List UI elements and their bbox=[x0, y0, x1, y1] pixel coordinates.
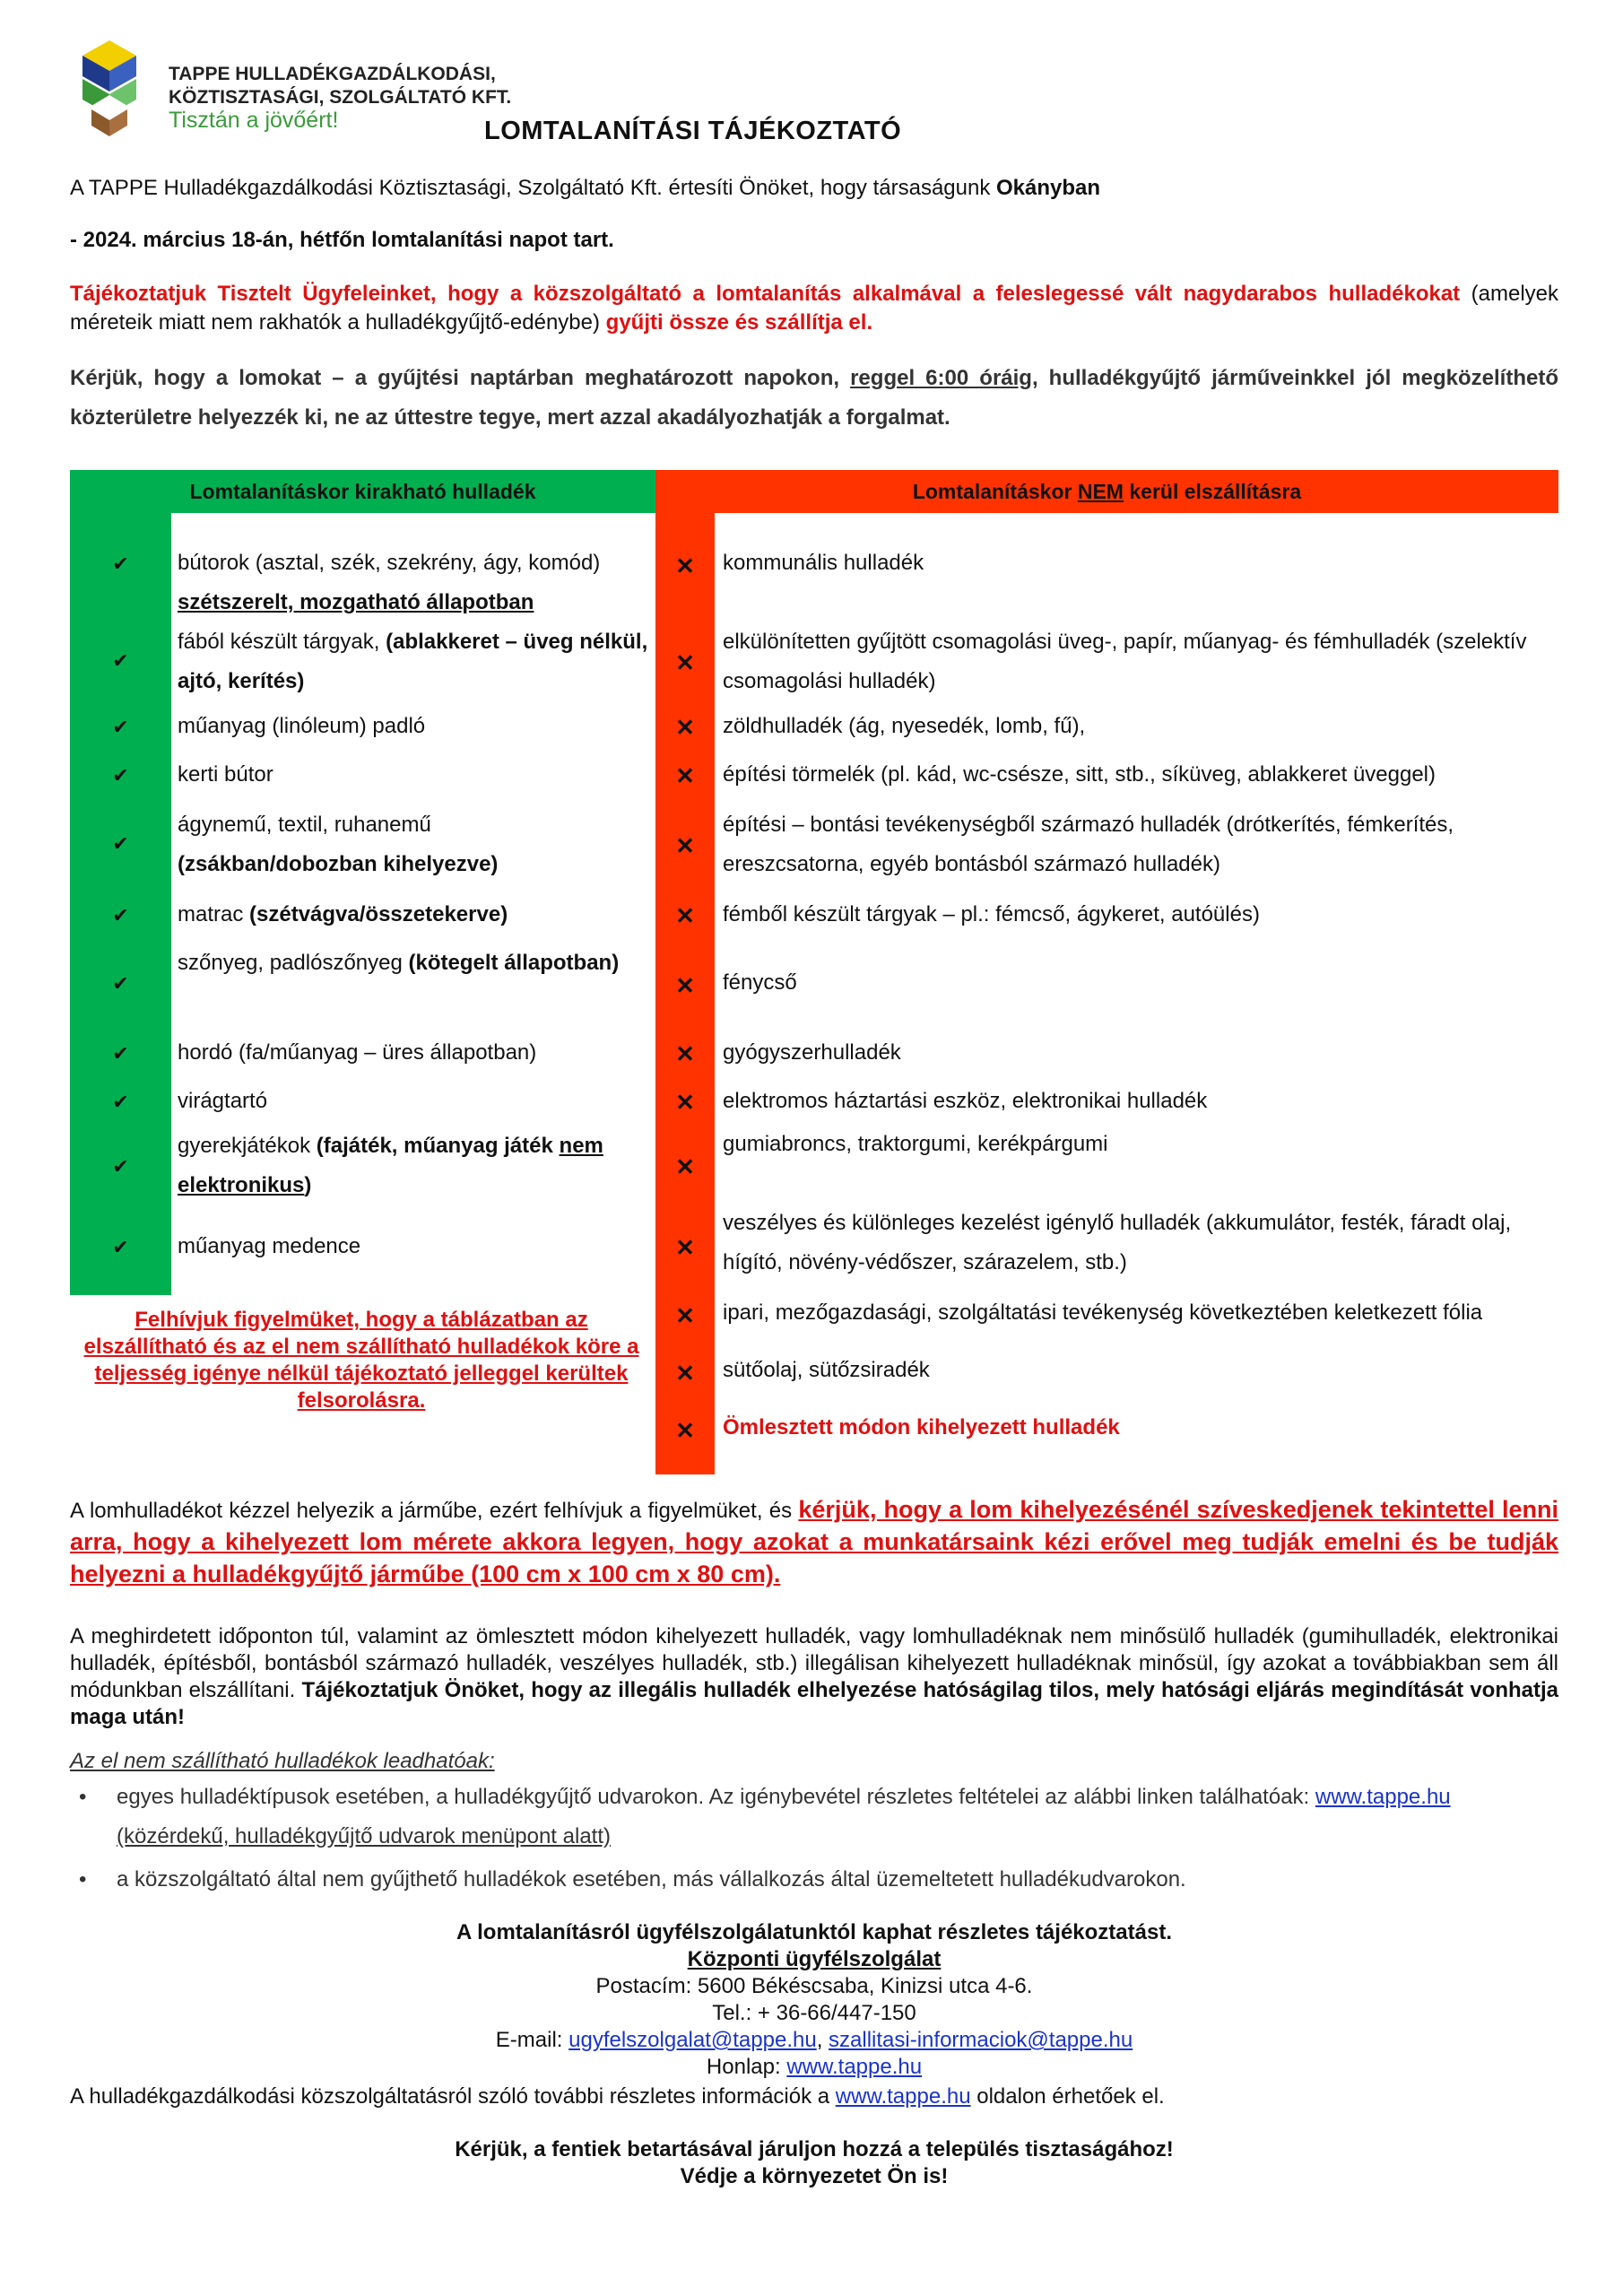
allowed-item: matrac (szétvágva/összetekerve) bbox=[178, 902, 508, 926]
intro-paragraph-2: Tájékoztatjuk Tisztelt Ügyfeleinket, hogy a közszolgáltató a lomtalanítás alkalmával a feleslegessé vált nagydarabos hulladékokat (amelyek méreteik miatt nem rakhatók a hulladékgyűjtő-edénybe) gyűjti össze és szállítja el. bbox=[70, 282, 1559, 335]
illegal-dumping-notice: A meghirdetett időponton túl, valamint az ömlesztett módon kihelyezett hulladék, vagy lomhulladéknak nem minősülő hulladék (gumihulladék, elektronikai hulladék, építésből, bontásból származó hulladék, veszélyes hulladék, stb.) illegálisan kihelyezett hulladéknak minősül, így azokat a továbbiakban sem áll módunkban elszállítani. Tájékoztatjuk Önöket, hogy az illegális hulladék elhelyezése hatóságilag tilos, mely hatósági eljárás megindítását vonhatja maga után! bbox=[70, 1624, 1559, 1729]
tappe-link[interactable]: www.tappe.hu bbox=[1315, 1785, 1451, 1809]
email-line: E-mail: ugyfelszolgalat@tappe.hu, szallitasi-informaciok@tappe.hu bbox=[495, 2028, 1133, 2052]
not-allowed-item: építési – bontási tevékenységből származó hulladék (drótkerítés, fémkerítés, ereszcsatorna, egyéb bontásból származó hulladék) bbox=[723, 813, 1454, 876]
allowed-item: fából készült tárgyak, (ablakkeret – üveg nélkül, ajtó, kerítés) bbox=[178, 630, 648, 693]
intro-line1: A TAPPE Hulladékgazdálkodási Köztisztasági, Szolgáltató Kft. értesíti Önöket, hogy társaságunk Okányban bbox=[70, 176, 1101, 200]
not-allowed-item: kommunális hulladék bbox=[723, 551, 924, 575]
not-allowed-item: elektromos háztartási eszköz, elektronikai hulladék bbox=[723, 1089, 1208, 1113]
check-icon: ✔ bbox=[112, 1042, 129, 1065]
slogan: Tisztán a jövőért! bbox=[169, 108, 339, 133]
cross-icon: ✕ bbox=[675, 1089, 695, 1116]
allowed-item: műanyag medence bbox=[178, 1234, 361, 1258]
office-name: Központi ügyfélszolgálat bbox=[687, 1947, 942, 1971]
check-icon: ✔ bbox=[112, 1091, 129, 1113]
allowed-item: gyerekjátékok (fajáték, műanyag játék nem elektronikus) bbox=[178, 1134, 603, 1197]
cross-icon: ✕ bbox=[675, 832, 695, 859]
check-icon: ✔ bbox=[112, 1236, 129, 1258]
dropoff-heading: Az el nem szállítható hulladékok leadhatóak: bbox=[70, 1749, 495, 1773]
cross-icon: ✕ bbox=[675, 972, 695, 999]
list-item: • egyes hulladéktípusok esetében, a hulladékgyűjtő udvarokon. Az igénybevétel részletes feltételei az alábbi linken találhatóak: www.tappe.hu (közérdekű, hulladékgyűjtő udvarok menüpont alatt) bbox=[70, 1778, 1558, 1857]
cross-icon: ✕ bbox=[675, 1360, 695, 1387]
cross-icon: ✕ bbox=[675, 1040, 695, 1067]
tappe-logo bbox=[65, 36, 154, 144]
page-title: LOMTALANÍTÁSI TÁJÉKOZTATÓ bbox=[484, 117, 902, 145]
not-allowed-item: gyógyszerhulladék bbox=[723, 1040, 901, 1065]
check-icon: ✔ bbox=[112, 764, 129, 787]
allowed-item: szőnyeg, padlószőnyeg (kötegelt állapotban) bbox=[178, 951, 620, 975]
postal-address: Postacím: 5600 Békéscsaba, Kinizsi utca 4-6. bbox=[595, 1974, 1033, 1998]
allowed-header: Lomtalanításkor kirakható hulladék bbox=[70, 470, 655, 513]
allowed-item: bútorok (asztal, szék, szekrény, ágy, komód) szétszerelt, mozgatható állapotban bbox=[178, 551, 601, 614]
intro-paragraph-3: Kérjük, hogy a lomokat – a gyűjtési naptárban meghatározott napokon, reggel 6:00 óráig, hulladékgyűjtő járműveinkkel jól megközelíthető közterületre helyezzék ki, ne az úttestre tegye, mert azzal akadályozhatják a forgalmat. bbox=[70, 366, 1558, 430]
cross-icon: ✕ bbox=[675, 902, 695, 929]
not-allowed-item: elkülönítetten gyűjtött csomagolási üveg-, papír, műanyag- és fémhulladék (szelektív csomagolási hulladék) bbox=[723, 630, 1527, 693]
dropoff-list bbox=[70, 1778, 1558, 1900]
check-icon: ✔ bbox=[112, 649, 129, 672]
phone: Tel.: + 36-66/447-150 bbox=[712, 2001, 916, 2025]
cross-icon: ✕ bbox=[675, 649, 695, 676]
contact-block bbox=[70, 1919, 1558, 2081]
allowed-item: műanyag (linóleum) padló bbox=[178, 714, 426, 738]
not-allowed-item: fémből készült tárgyak – pl.: fémcső, ágykeret, autóülés) bbox=[723, 902, 1260, 926]
company-name: TAPPE HULLADÉKGAZDÁLKODÁSI, KÖZTISZTASÁGI, SZOLGÁLTATÓ KFT. bbox=[169, 64, 512, 108]
list-item: • a közszolgáltató által nem gyűjthető hulladékok esetében, más vállalkozás által üzemeltetett hulladékudvarokon. bbox=[70, 1860, 1558, 1900]
website-line: Honlap: www.tappe.hu bbox=[706, 2055, 923, 2079]
cross-icon: ✕ bbox=[675, 762, 695, 789]
cross-icon: ✕ bbox=[675, 552, 695, 579]
check-icon: ✔ bbox=[112, 1155, 129, 1178]
not-allowed-item: zöldhulladék (ág, nyesedék, lomb, fű), bbox=[723, 714, 1086, 738]
allowed-item: ágynemű, textil, ruhanemű (zsákban/dobozban kihelyezve) bbox=[178, 813, 499, 876]
allowed-item: virágtartó bbox=[178, 1089, 268, 1113]
not-allowed-header: Lomtalanításkor NEM kerül elszállításra bbox=[655, 470, 1558, 513]
allowed-item: kerti bútor bbox=[178, 762, 273, 787]
not-allowed-item: sütőolaj, sütőzsiradék bbox=[723, 1358, 930, 1382]
check-icon: ✔ bbox=[112, 904, 129, 926]
allowed-item: hordó (fa/műanyag – üres állapotban) bbox=[178, 1040, 537, 1065]
handling-notice: A lomhulladékot kézzel helyezik a járműbe, ezért felhívjuk a figyelmüket, és kérjük, hogy a lom kihelyezésénél szíveskedjenek tekintettel lenni arra, hogy a kihelyezett lom mérete akkora legyen, hogy azokat a munkatársaink kézi erővel meg tudják emelni és be tudják helyezni a hulladékgyűjtő járműbe (100 cm x 100 cm x 80 cm). bbox=[70, 1496, 1558, 1587]
cross-icon: ✕ bbox=[675, 1234, 695, 1261]
more-info-link[interactable]: www.tappe.hu bbox=[835, 2084, 971, 2109]
check-icon: ✔ bbox=[112, 716, 129, 738]
email-link-2[interactable]: szallitasi-informaciok@tappe.hu bbox=[829, 2028, 1133, 2052]
event-date: - 2024. március 18-án, hétfőn lomtalanítási napot tart. bbox=[70, 228, 614, 252]
table-disclaimer: Felhívjuk figyelmüket, hogy a táblázatban az elszállítható és az el nem szállítható hulladékok köre a teljesség igénye nélkül tájékoztató jelleggel kerültek felsorolásra. bbox=[83, 1308, 639, 1413]
email-link-1[interactable]: ugyfelszolgalat@tappe.hu bbox=[568, 2028, 817, 2052]
not-allowed-item: építési törmelék (pl. kád, wc-csésze, sitt, stb., síküveg, ablakkeret üveggel) bbox=[723, 762, 1436, 787]
not-allowed-item: veszélyes és különleges kezelést igénylő hulladék (akkumulátor, festék, fáradt olaj, hígító, növény-védőszer, szárazelem, stb.) bbox=[723, 1211, 1512, 1274]
cross-icon: ✕ bbox=[675, 1417, 695, 1444]
cross-icon: ✕ bbox=[675, 1302, 695, 1329]
check-icon: ✔ bbox=[112, 972, 129, 995]
waste-table bbox=[70, 470, 1558, 1474]
check-icon: ✔ bbox=[112, 552, 129, 575]
contact-info: A lomtalanításról ügyfélszolgálatunktól kaphat részletes tájékoztatást. bbox=[456, 1920, 1172, 1944]
not-allowed-item: fénycső bbox=[723, 970, 797, 995]
cross-icon: ✕ bbox=[675, 714, 695, 741]
closing: Kérjük, a fentiek betartásával járuljon hozzá a település tisztaságához! Védje a környezetet Ön is! bbox=[455, 2137, 1174, 2188]
website-link[interactable]: www.tappe.hu bbox=[786, 2055, 923, 2079]
check-icon: ✔ bbox=[112, 832, 129, 855]
not-allowed-item: gumiabroncs, traktorgumi, kerékpárgumi bbox=[723, 1132, 1108, 1156]
cross-icon: ✕ bbox=[675, 1153, 695, 1180]
more-info: A hulladékgazdálkodási közszolgáltatásról szóló további részletes információk a www.tappe.hu oldalon érhetőek el. bbox=[70, 2084, 1165, 2109]
not-allowed-item: ipari, mezőgazdasági, szolgáltatási tevékenység következtében keletkezett fólia bbox=[723, 1300, 1483, 1325]
not-allowed-item: Ömlesztett módon kihelyezett hulladék bbox=[723, 1415, 1120, 1439]
